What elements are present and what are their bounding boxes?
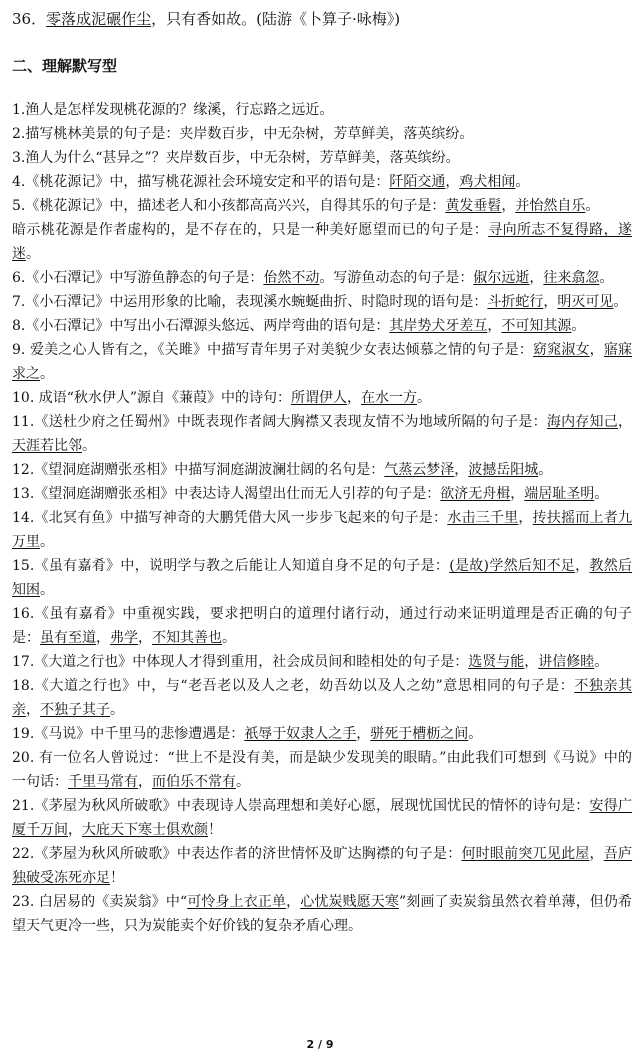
question-text: 。 <box>417 390 432 406</box>
answer-text: 天涯若比邻 <box>12 438 82 454</box>
question-item <box>12 746 632 794</box>
question-text: 。 <box>594 486 609 502</box>
question-text: ，只有香如故。(陆游《卜算子·咏梅》) <box>151 10 401 28</box>
question-text: ， <box>68 822 82 838</box>
answer-text: 并怡然自乐 <box>515 198 586 214</box>
question-item <box>12 794 632 842</box>
question-item <box>12 506 632 554</box>
question-item <box>12 842 632 890</box>
question-item <box>12 650 632 674</box>
question-item <box>12 458 632 482</box>
answer-text: 可怜身上衣正单 <box>187 894 287 910</box>
answer-text: 在水一方 <box>361 390 418 406</box>
document-page <box>12 0 632 938</box>
answer-text: 往来翕忽 <box>543 270 600 286</box>
question-text: ， <box>575 558 590 574</box>
answer-text: 鸡犬相闻 <box>459 174 516 190</box>
question-text: 。 <box>515 174 530 190</box>
question-text: ， <box>524 654 539 670</box>
question-text: 19.《马说》中千里马的悲惨遭遇是： <box>12 726 245 742</box>
question-text: ， <box>518 510 533 526</box>
answer-text: 吾庐独破受冻死亦足 <box>12 846 633 886</box>
question-text: 14.《北冥有鱼》中描写神奇的大鹏凭借大风一步步飞起来的句子是： <box>12 510 448 526</box>
question-text: 。 <box>613 294 628 310</box>
answer-text: 选贤与能 <box>468 654 525 670</box>
question-text: 。 <box>585 198 600 214</box>
question-text: 。 <box>40 534 54 550</box>
answer-text: 不可知其源 <box>501 318 572 334</box>
question-text: 。 <box>468 726 483 742</box>
question-item <box>12 146 632 170</box>
question-text: 13.《望洞庭湖赠张丞相》中表达诗人渴望出仕而无人引荐的句子是： <box>12 486 441 502</box>
question-item <box>12 890 632 938</box>
question-text: ， <box>501 198 516 214</box>
answer-text: 零落成泥碾作尘 <box>46 10 152 28</box>
question-text: 11.《送杜少府之任蜀州》中既表现作者阔大胸襟又表现友情不为地域所隔的句子是： <box>12 414 547 430</box>
question-text: 5.《桃花源记》中，描述老人和小孩都高高兴兴，自得其乐的句子是： <box>12 198 446 214</box>
question-item <box>12 170 632 194</box>
question-item <box>12 386 632 410</box>
question-text: ， <box>26 702 40 718</box>
question-text: 21.《茅屋为秋风所破歌》中表现诗人崇高理想和美好心愿，展现忧国忧民的情怀的诗句是： <box>12 798 590 814</box>
question-text: 。 <box>538 462 553 478</box>
question-text: 。 <box>82 438 96 454</box>
answer-text: 不知其善也 <box>152 630 222 646</box>
question-text: ， <box>347 390 362 406</box>
question-text: 10. 成语“秋水伊人”源自《蒹葭》中的诗句： <box>12 390 292 406</box>
question-text: 。 <box>110 702 124 718</box>
question-text: 。写游鱼动态的句子是： <box>319 270 474 286</box>
question-text: ， <box>356 726 371 742</box>
question-item <box>12 338 632 386</box>
answer-text: 水击三千里 <box>447 510 519 526</box>
question-text: 7.《小石潭记》中运用形象的比喻，表现溪水蜿蜒曲折、时隐时现的语句是： <box>12 294 488 310</box>
question-text: ， <box>445 174 460 190</box>
question-item <box>12 290 632 314</box>
answer-text: 俶尔远逝 <box>473 270 530 286</box>
answer-text: 千里马常有 <box>68 774 138 790</box>
question-text: 4.《桃花源记》中，描写桃花源社会环境安定和平的语句是： <box>12 174 390 190</box>
question-text: ”刻画了卖炭翁虽然衣着单薄，但仍希望天气更冷一些，只为炭能卖个好价钱的复杂矛盾心理。 <box>12 894 633 934</box>
answer-text: 安得广厦千万间 <box>12 798 633 838</box>
answer-text: 虽有至道 <box>40 630 96 646</box>
answer-text: 骈死于槽枥之间 <box>370 726 469 742</box>
question-text: ， <box>138 774 152 790</box>
page-number: 2 / 9 <box>306 1038 334 1051</box>
question-text: 。 <box>571 318 586 334</box>
question-text: 15.《虽有嘉肴》中，说明学与教之后能让人知道自身不足的句子是： <box>12 558 450 574</box>
question-text: 12.《望洞庭湖赠张丞相》中描写洞庭湖波澜壮阔的名句是： <box>12 462 385 478</box>
question-text: 。 <box>599 270 614 286</box>
answer-text: 何时眼前突兀见此屋 <box>461 846 590 862</box>
answer-text: 寻向所志不复得路，遂迷 <box>12 222 632 262</box>
question-item <box>12 674 632 722</box>
question-text: 。 <box>40 582 54 598</box>
question-text: 16.《虽有嘉肴》中重视实践，要求把明白的道理付诸行动，通过行动来证明道理是否正确的句子是： <box>12 606 632 646</box>
question-item <box>12 314 632 338</box>
answer-text: 欲济无舟楫 <box>440 486 511 502</box>
question-text: 23. 白居易的《卖炭翁》中“ <box>12 894 188 910</box>
question-text: 6.《小石潭记》中写游鱼静态的句子是： <box>12 270 264 286</box>
question-text: 1.渔人是怎样发现桃花源的？缘溪，行忘路之远近。 <box>12 102 334 118</box>
answer-text: 大庇天下寒士俱欢颜 <box>82 822 208 838</box>
answer-text: 黄发垂髫 <box>445 198 502 214</box>
poem-item-36 <box>12 6 632 32</box>
answer-text: 心忧炭贱愿天寒 <box>300 894 400 910</box>
question-item <box>12 194 632 218</box>
answer-text: 阡陌交通 <box>389 174 446 190</box>
answer-text: 斗折蛇行 <box>487 294 544 310</box>
question-text: 。 <box>26 246 40 262</box>
question-text: 36． <box>12 10 47 28</box>
answer-text: 寤寐求之 <box>12 342 633 382</box>
answer-text: 所谓伊人 <box>291 390 348 406</box>
question-text: 8.《小石潭记》中写出小石潭源头悠远、两岸弯曲的语句是： <box>12 318 390 334</box>
question-text: ！ <box>110 870 124 886</box>
question-text: ， <box>96 630 110 646</box>
answer-text: 海内存知己 <box>546 414 619 430</box>
question-text: 。 <box>594 654 609 670</box>
question-text: ， <box>138 630 152 646</box>
question-text: 18.《大道之行也》中，与“老吾老以及人之老，幼吾幼以及人之幼”意思相同的句子是： <box>12 678 575 694</box>
answer-text: 讲信修睦 <box>538 654 595 670</box>
question-text: 暗示桃花源是作者虚构的，是不存在的，只是一种美好愿望而已的句子是： <box>12 222 489 238</box>
question-text: 2.描写桃林美景的句子是：夹岸数百步，中无杂树，芳草鲜美，落英缤纷。 <box>12 126 474 142</box>
question-item <box>12 554 632 602</box>
question-text: ， <box>510 486 525 502</box>
question-text: ， <box>286 894 301 910</box>
answer-text: 明灭可见 <box>557 294 614 310</box>
question-item <box>12 266 632 290</box>
question-item <box>12 98 632 122</box>
question-text: 22.《茅屋为秋风所破歌》中表达作者的济世情怀及旷达胸襟的句子是： <box>12 846 462 862</box>
answer-text: 其岸势犬牙差互 <box>389 318 488 334</box>
answer-text: 祇辱于奴隶人之手 <box>244 726 357 742</box>
answer-text: 气蒸云梦泽 <box>384 462 455 478</box>
question-item <box>12 410 632 458</box>
answer-text: 端居耻圣明 <box>524 486 595 502</box>
question-item <box>12 722 632 746</box>
question-text: 20. 有一位名人曾说过：“世上不是没有美，而是缺少发现美的眼睛。”由此我们可想到《马说》中的一句话： <box>12 750 632 790</box>
question-text: 。 <box>40 366 54 382</box>
question-text: ， <box>589 342 604 358</box>
question-text: ！ <box>208 822 222 838</box>
answer-text: 抟扶摇而上者九万里 <box>12 510 633 550</box>
question-text: 。 <box>236 774 250 790</box>
question-item <box>12 602 632 650</box>
answer-text: 波撼岳阳城 <box>468 462 539 478</box>
question-item <box>12 482 632 506</box>
answer-text: 而伯乐不常有 <box>152 774 236 790</box>
answer-text: 窈窕淑女 <box>533 342 590 358</box>
question-item <box>12 122 632 146</box>
question-text: ， <box>543 294 558 310</box>
answer-text: 不独亲其亲 <box>12 678 633 718</box>
answer-text: 弗学 <box>110 630 138 646</box>
answer-text: 教然后知困 <box>12 558 633 598</box>
question-text: ， <box>487 318 502 334</box>
answer-text: (是故)学然后知不足 <box>449 558 576 574</box>
question-list <box>12 98 632 938</box>
answer-text: 不独子其子 <box>40 702 110 718</box>
answer-text: 佁然不动 <box>263 270 320 286</box>
section-title: 二、理解默写型 <box>12 57 118 75</box>
question-text: 17.《大道之行也》中体现人才得到重用，社会成员间和睦相处的句子是： <box>12 654 469 670</box>
question-text: ， <box>618 414 633 430</box>
question-text: ， <box>589 846 604 862</box>
question-item <box>12 218 632 266</box>
question-text: ， <box>454 462 469 478</box>
question-text: ， <box>529 270 544 286</box>
question-text: 9. 爱美之心人皆有之，《关雎》中描写青年男子对美貌少女表达倾慕之情的句子是： <box>12 342 533 358</box>
question-text: 3.渔人为什么“甚异之”？夹岸数百步，中无杂树，芳草鲜美，落英缤纷。 <box>12 150 460 166</box>
question-text: 。 <box>222 630 236 646</box>
